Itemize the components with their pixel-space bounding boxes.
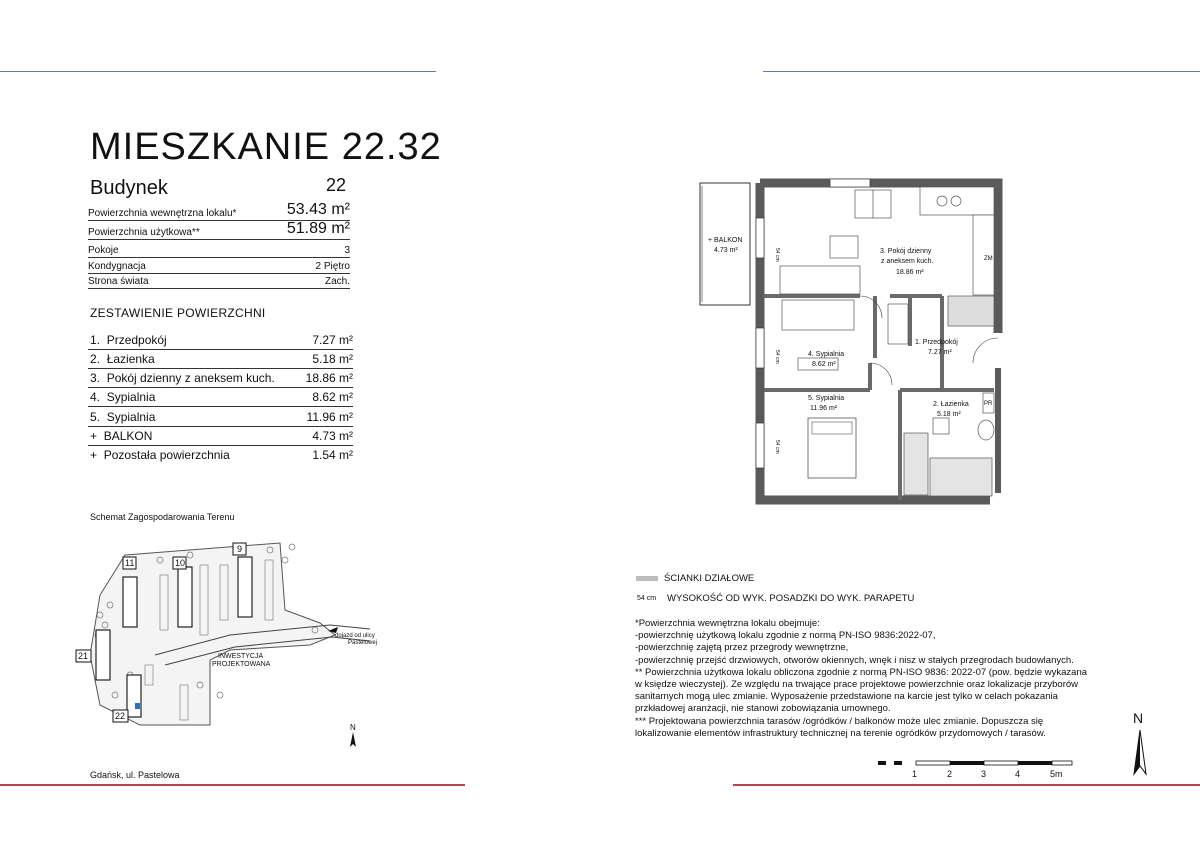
info-value: 53.43 m² (286, 201, 350, 218)
sill-legend-value: 54 cm (637, 595, 657, 602)
building-21 (96, 630, 110, 680)
note-line: lokalizowanie elementów infrastruktury technicznej na terenie ogródków przydomowych / tarasów. (635, 727, 1046, 739)
info-row-rooms (88, 241, 350, 258)
site-north-label: N (350, 723, 356, 732)
building-9 (238, 557, 252, 617)
area-name: 1. Przedpokój (90, 333, 167, 347)
area-row (88, 331, 353, 350)
area-value: 5.18 m² (312, 352, 353, 366)
info-row-internal-area (88, 203, 350, 221)
floor-plan (690, 178, 1020, 508)
room-5-area: 11.96 m² (810, 405, 838, 412)
site-plan-title: Schemat Zagospodarowania Terenu (90, 512, 235, 522)
room-2-area: 5.18 m² (937, 411, 961, 418)
top-rule-right (763, 71, 1200, 72)
sill-marker: 54 cm (774, 248, 780, 262)
apartment-title: MIESZKANIE 22.32 (90, 126, 442, 168)
area-row (88, 388, 353, 407)
room-2-label: 2. Łazienka (933, 401, 969, 408)
area-name: 3. Pokój dzienny z aneksem kuch. (90, 371, 275, 385)
area-value: 8.62 m² (312, 390, 353, 404)
areas-heading: ZESTAWIENIE POWIERZCHNI (90, 306, 266, 320)
info-label: Powierzchnia użytkowa** (88, 227, 200, 238)
info-value: Zach. (324, 276, 350, 287)
north-label-right: N (1133, 710, 1144, 726)
area-row (88, 446, 353, 464)
scale-label: 3 (981, 769, 987, 779)
road-label-1: INWESTYCJA (218, 653, 264, 660)
info-label: Pokoje (88, 245, 119, 256)
location-text: Gdańsk, ul. Pastelowa (90, 770, 180, 780)
scale-label: 4 (1015, 769, 1021, 779)
walls-legend-swatch (636, 576, 658, 581)
balcony-area: 4.73 m² (714, 247, 738, 254)
note-line: przkładowej aranżacji, nie stanowi zobowiązania umownego. (635, 703, 891, 715)
road-label-2: PROJEKTOWANA (212, 661, 271, 668)
building-tag-11: 11 (125, 558, 135, 568)
building-value: 22 (325, 175, 346, 195)
info-row-orientation (88, 273, 350, 289)
area-value: 4.73 m² (312, 429, 353, 443)
sill-legend-label: WYSOKOŚĆ OD WYK. POSADZKI DO WYK. PARAPETU (667, 593, 915, 604)
sill-marker: 54 cm (774, 440, 780, 454)
note-line: sanitarnych mogą ulec zmianie. Wyposażenie przedstawione na karcie jest tylko w celach pokazania (635, 691, 1058, 703)
area-name: + BALKON (90, 429, 153, 443)
info-row-usable-area (88, 222, 350, 240)
note-line: -powierzchnię zajętą przez przegrody wewnętrzne, (635, 642, 849, 654)
area-value: 18.86 m² (305, 371, 353, 385)
north-arrow-icon (1130, 728, 1150, 778)
area-row (88, 408, 353, 427)
site-north-arrow-icon (350, 732, 356, 747)
site-plan-map (70, 535, 400, 755)
building-tag-22: 22 (115, 711, 126, 721)
room-1-area: 7.27 m² (928, 349, 952, 356)
area-name: 2. Łazienka (90, 352, 155, 366)
area-value: 1.54 m² (312, 448, 353, 462)
room-3-area: 18.86 m² (896, 269, 924, 276)
area-name: 5. Sypialnia (90, 410, 156, 424)
area-row (88, 350, 353, 369)
note-line: *Powierzchnia wewnętrzna lokalu obejmuje: (635, 618, 820, 629)
scale-label: 2 (947, 769, 953, 779)
balcony-label: + BALKON (708, 237, 743, 244)
area-value: 11.96 m² (306, 410, 353, 424)
note-line: *** Projektowana powierzchnia tarasów /ogródków / balkonów może ulec zmianie. Dopuszcza się (635, 715, 1044, 727)
info-label: Strona świata (88, 276, 149, 287)
info-row-floor (88, 257, 350, 274)
building-tag-21: 21 (78, 651, 89, 661)
fixture-zm: ZM (984, 256, 993, 262)
fixture-pr: PR (984, 401, 993, 407)
bottom-rule-left (0, 784, 465, 786)
area-row (88, 369, 353, 388)
info-value: 2 Piętro (315, 261, 350, 272)
note-line: -powierzchnię przejść drzwiowych, otworów okiennych, wnęk i nisz w stałych przegrodach budowlanych. (635, 654, 1074, 666)
scale-bar (870, 705, 1110, 795)
area-name: + Pozostała powierzchnia (90, 448, 230, 462)
room-3-label: 3. Pokój dzienny (880, 248, 932, 255)
scale-label: 5m (1050, 769, 1063, 779)
apartment-marker (135, 703, 140, 709)
area-value: 7.27 m² (312, 333, 353, 347)
sill-marker: 54 cm (774, 350, 780, 364)
building-tag-9: 9 (237, 544, 243, 554)
scale-ticks (878, 761, 1072, 765)
room-4-area: 8.62 m² (812, 361, 836, 368)
balcony (700, 183, 750, 305)
building-10 (178, 567, 192, 627)
top-rule-left (0, 71, 436, 72)
note-line: w księdze wieczystej). Ze względu na trwające prace projektowe powierzchnie oraz lokalizacje przyborów (635, 679, 1078, 691)
room-3-label-2: z aneksem kuch. (881, 258, 934, 265)
scale-label: 1 (912, 769, 918, 779)
info-label: Powierzchnia wewnętrzna lokalu* (88, 208, 237, 219)
access-label-2: Pastelowej (348, 640, 378, 646)
info-value: 51.89 m² (286, 220, 350, 237)
building-22 (127, 675, 141, 717)
building-tag-10: 10 (175, 558, 186, 568)
access-label-1: dojazd od ulicy (335, 633, 375, 639)
area-row (88, 427, 353, 446)
info-value: 3 (344, 245, 350, 256)
building-label: Budynek (90, 177, 168, 199)
area-name: 4. Sypialnia (90, 390, 156, 404)
note-line: -powierzchnię użytkową lokalu zgodnie z normą PN-ISO 9836:2022-07, (635, 630, 936, 642)
room-4-label: 4. Sypialnia (808, 351, 845, 358)
note-line: ** Powierzchnia użytkowa lokalu obliczona zgodnie z normą PN-ISO 9836: 2022-07 (pow. będzie wykazana (635, 666, 1088, 678)
building-11 (123, 577, 137, 627)
room-1-label: 1. Przedpokój (915, 339, 958, 346)
walls-legend-label: ŚCIANKI DZIAŁOWE (664, 573, 755, 584)
info-label: Kondygnacja (88, 261, 146, 272)
bathroom-fixtures (904, 393, 994, 496)
room-5-label: 5. Sypialnia (808, 395, 845, 402)
